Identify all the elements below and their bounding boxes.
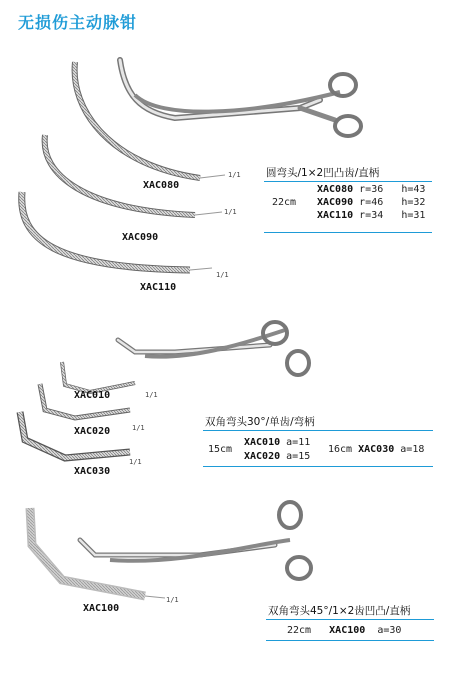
scale-label: 1/1 — [145, 391, 158, 399]
length-label: 15cm — [208, 444, 233, 455]
tip-label-xac030: XAC030 — [74, 466, 111, 477]
table-row: XAC080 r=36 h=43 — [317, 184, 426, 195]
angled-clamp-drawing — [118, 322, 309, 375]
page-title: 无损伤主动脉钳 — [18, 13, 138, 32]
table-row: XAC010 a=11 — [244, 437, 311, 448]
section-heading: 圆弯头/1×2凹凸齿/直柄 — [266, 167, 380, 179]
scale-label: 1/1 — [224, 208, 237, 216]
tip-label-xac080: XAC080 — [143, 180, 180, 191]
section-rule — [203, 466, 433, 467]
table-row: 16cm XAC030 a=18 — [328, 444, 425, 455]
table-row: XAC110 r=34 h=31 — [317, 210, 426, 221]
tip-label-xac110: XAC110 — [140, 282, 177, 293]
section-rule — [266, 619, 434, 620]
table-row: XAC090 r=46 h=32 — [317, 197, 426, 208]
section-rule — [203, 430, 433, 431]
forty-five-clamp-drawing — [80, 502, 311, 579]
section-rule — [264, 181, 432, 182]
tip-label-xac100: XAC100 — [83, 603, 120, 614]
table-row: XAC020 a=15 — [244, 451, 311, 462]
scale-label: 1/1 — [228, 171, 241, 179]
tip-label-xac020: XAC020 — [74, 426, 111, 437]
scale-label: 1/1 — [132, 424, 145, 432]
section-heading: 双角弯头30°/单齿/弯柄 — [205, 416, 315, 428]
section-rule — [264, 232, 432, 233]
scale-label: 1/1 — [166, 596, 179, 604]
length-label: 22cm — [272, 197, 297, 208]
section-rule — [266, 640, 434, 641]
angled-tips-drawing — [20, 362, 135, 458]
scale-label: 1/1 — [216, 271, 229, 279]
tip-label-xac010: XAC010 — [74, 390, 111, 401]
spec-table — [317, 184, 425, 223]
scale-label: 1/1 — [129, 458, 142, 466]
table-row: 22cm XAC100 a=30 — [287, 625, 402, 636]
curved-clamp-drawing — [120, 60, 361, 136]
section-heading: 双角弯头45°/1×2齿凹凸/直柄 — [268, 605, 411, 617]
tip-label-xac090: XAC090 — [122, 232, 159, 243]
